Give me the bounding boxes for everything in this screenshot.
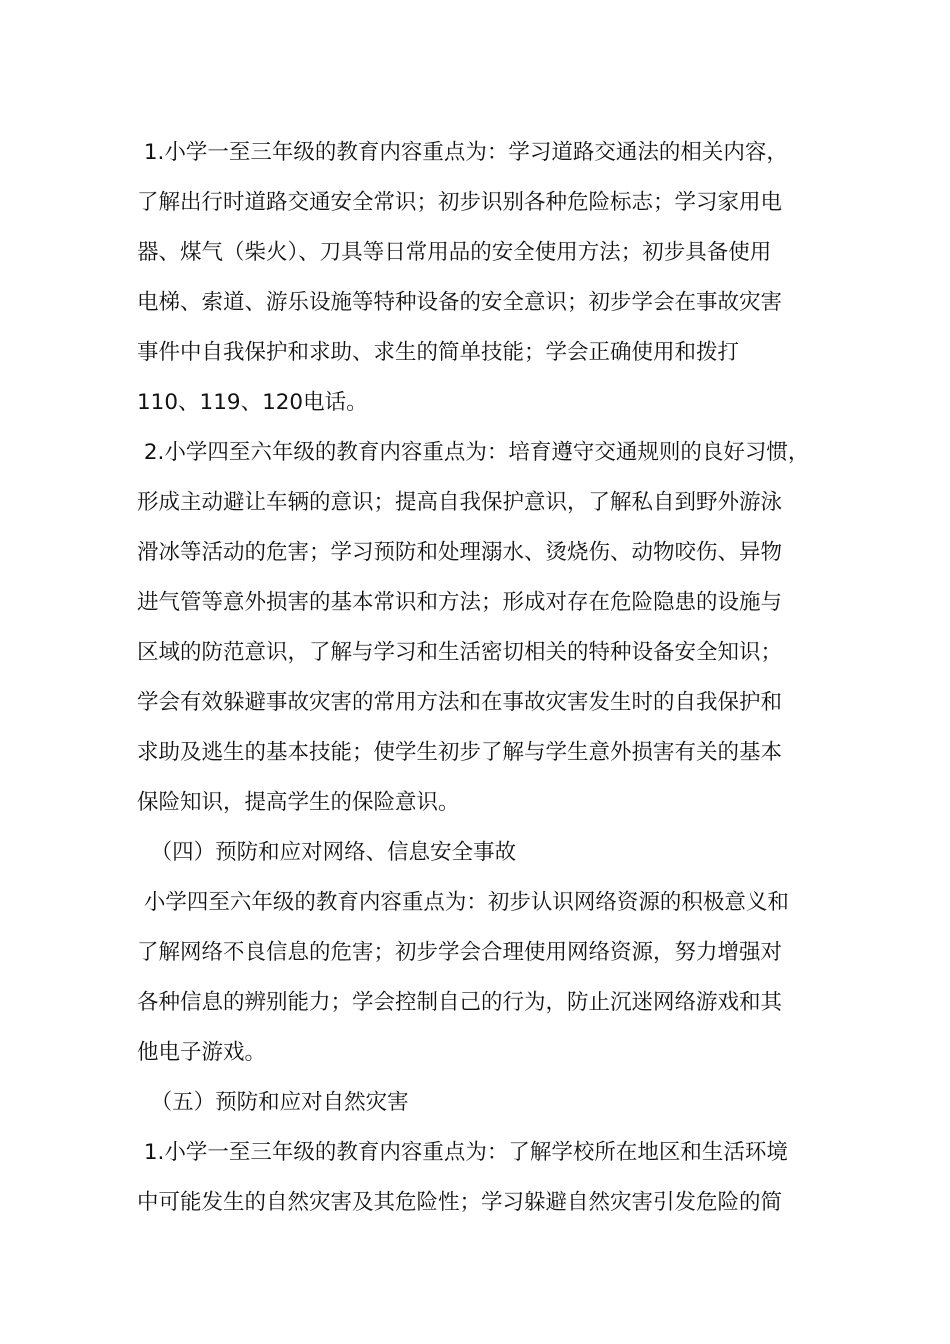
body-line: 了解出行时道路交通安全常识；初步识别各种危险标志；学习家用电	[137, 190, 783, 215]
body-line: 1.小学一至三年级的教育内容重点为：学习道路交通法的相关内容，	[137, 140, 788, 165]
body-line: 事件中自我保护和求助、求生的简单技能；学会正确使用和拨打	[137, 340, 740, 365]
body-line: 电梯、索道、游乐设施等特种设备的安全意识；初步学会在事故灾害	[137, 290, 783, 315]
body-line: 滑冰等活动的危害；学习预防和处理溺水、烫烧伤、动物咬伤、异物	[137, 540, 783, 565]
body-line: 求助及逃生的基本技能；使学生初步了解与学生意外损害有关的基本	[137, 740, 783, 765]
body-line: 小学四至六年级的教育内容重点为：初步认识网络资源的积极意义和	[137, 890, 789, 915]
document-body	[137, 128, 827, 1228]
body-line: 110、119、120电话。	[137, 390, 368, 415]
body-line: 了解网络不良信息的危害；初步学会合理使用网络资源，努力增强对	[137, 940, 783, 965]
body-line: 2.小学四至六年级的教育内容重点为：培育遵守交通规则的良好习惯，	[137, 440, 810, 465]
section-heading: （四）预防和应对网络、信息安全事故	[137, 840, 517, 865]
body-line: 器、煤气（柴火）、刀具等日常用品的安全使用方法；初步具备使用	[137, 240, 772, 265]
body-line: 进气管等意外损害的基本常识和方法；形成对存在危险隐患的设施与	[137, 590, 783, 615]
body-line: 保险知识，提高学生的保险意识。	[137, 790, 460, 815]
body-line: 区域的防范意识，了解与学习和生活密切相关的特种设备安全知识；	[137, 640, 783, 665]
section-heading: （五）预防和应对自然灾害	[137, 1090, 409, 1115]
body-line: 各种信息的辨别能力；学会控制自己的行为，防止沉迷网络游戏和其	[137, 990, 783, 1015]
body-line: 形成主动避让车辆的意识；提高自我保护意识，了解私自到野外游泳	[137, 490, 783, 515]
body-line: 中可能发生的自然灾害及其危险性；学习躲避自然灾害引发危险的简	[137, 1190, 783, 1215]
body-line: 1.小学一至三年级的教育内容重点为：了解学校所在地区和生活环境	[137, 1140, 788, 1165]
body-line: 他电子游戏。	[137, 1040, 267, 1065]
body-line: 学会有效躲避事故灾害的常用方法和在事故灾害发生时的自我保护和	[137, 690, 783, 715]
